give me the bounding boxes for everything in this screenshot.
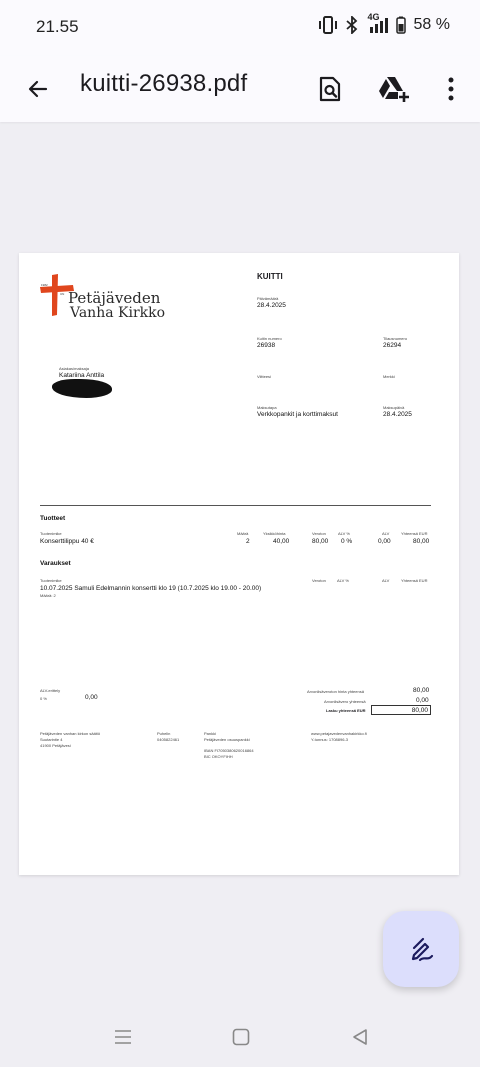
receipt-number-label: Kuitin numero: [257, 336, 282, 341]
pdf-page[interactable]: [19, 253, 459, 875]
total-vat-label: Arvonlisävero yhteensä: [324, 699, 366, 704]
triangle-back-icon: [352, 1028, 368, 1046]
add-to-drive-button[interactable]: [374, 69, 414, 109]
product-qty: 2: [246, 538, 250, 545]
footer-business-id: Y-tunnus: 1708896-3: [311, 737, 348, 742]
status-time: 21.55: [36, 17, 79, 36]
bluetooth-icon: [346, 16, 358, 34]
receipt-number-value: 26938: [257, 342, 276, 349]
footer-postcode: 41900 Petäjävesi: [40, 743, 71, 748]
app-bar: [0, 56, 480, 122]
product-vat: 0,00: [378, 538, 391, 545]
logo-subtext: UN: [60, 292, 65, 296]
home-square-icon: [232, 1028, 250, 1046]
menu-lines-icon: [114, 1029, 132, 1045]
arrow-left-icon: [26, 77, 50, 101]
logo: [40, 273, 180, 323]
products-header-vat: ALV: [382, 531, 390, 536]
total-vat-value: 0,00: [416, 697, 429, 704]
grand-total-label: Lasku yhteensä EUR: [326, 708, 366, 713]
home-button[interactable]: [227, 1025, 255, 1049]
payment-method-value: Verkkopankit ja korttimaksut: [257, 411, 338, 418]
redacted-address: [52, 379, 112, 398]
reservation-line: 10.07.2025 Samuli Edelmannin konsertti klo 19 (10.7.2025 klo 19.00 - 20.00): [40, 585, 262, 592]
grand-total-value: 80,00: [411, 707, 428, 714]
payment-method-label: Maksutapa: [257, 405, 277, 410]
footer-website: www.petajavedenvanhakirkko.fi: [311, 731, 367, 736]
product-vat-pct: 0 %: [341, 538, 353, 545]
reference-label: Viitteesi: [257, 374, 271, 379]
product-total: 80,00: [413, 538, 430, 545]
reservations-header-vat: ALV: [382, 578, 390, 583]
document-title: kuitti-26938.pdf: [80, 70, 248, 97]
footer-bic: BIC OKOYFIHH: [204, 754, 233, 759]
network-type: 4G: [367, 12, 380, 22]
products-title: Tuotteet: [40, 515, 66, 522]
footer-bank-label: Pankki: [204, 731, 217, 736]
vat-spec-amount: 0,00: [85, 694, 98, 701]
products-header-total: Yhteensä EUR: [401, 531, 428, 536]
logo-line1: Petäjäveden: [68, 289, 161, 307]
reservations-header-vat-pct: ALV %: [337, 578, 349, 583]
product-net: 80,00: [312, 538, 329, 545]
divider: [40, 505, 431, 506]
date-label: Päivämäärä: [257, 296, 279, 301]
recent-apps-button[interactable]: [109, 1025, 137, 1049]
logo-year: 1982: [41, 283, 48, 287]
back-button[interactable]: [20, 71, 56, 107]
payment-date-label: Maksupäivä: [383, 405, 405, 410]
footer-phone-label: Puhelin: [157, 731, 171, 736]
order-number-label: Tilausnumero: [383, 336, 408, 341]
product-name: Konserttilippu 40 €: [40, 538, 94, 545]
customer-label: Asiakas/maksaja: [59, 366, 90, 371]
product-unit-price: 40,00: [273, 538, 290, 545]
total-net-value: 80,00: [413, 687, 430, 694]
battery-percent: 58 %: [413, 16, 450, 33]
products-header-unit-price: Yksikköhinta: [263, 531, 286, 536]
more-vert-icon: [448, 77, 454, 101]
footer-address: Suutarintie 4: [40, 737, 63, 742]
more-options-button[interactable]: [431, 69, 471, 109]
order-number-value: 26294: [383, 342, 402, 349]
footer-iban: IBAN FI7050380620016864: [204, 748, 254, 753]
logo-line2: Vanha Kirkko: [70, 305, 166, 321]
total-net-label: Arvonlisäveroton hinta yhteensä: [307, 689, 364, 694]
receipt-type-title: KUITTI: [257, 272, 283, 281]
products-header-net: Veroton: [312, 531, 326, 536]
payment-date-value: 28.4.2025: [383, 411, 412, 418]
reservations-title: Varaukset: [40, 560, 71, 567]
reservations-header-total: Yhteensä EUR: [401, 578, 428, 583]
battery-icon: [396, 16, 406, 34]
nav-back-button[interactable]: [346, 1025, 374, 1049]
footer-bank: Petäjäveden osuuspankki: [204, 737, 250, 742]
search-in-document-button[interactable]: [310, 69, 350, 109]
reservation-quantity: Määrä: 2: [40, 593, 56, 598]
vat-spec-label: ALV-erittely: [40, 688, 61, 693]
vat-spec-rate: 0 %: [40, 696, 47, 701]
draw-icon: [406, 934, 436, 964]
products-header-qty: Määrä: [237, 531, 249, 536]
reservations-header-net: Veroton: [312, 578, 326, 583]
vibrate-icon: [318, 16, 338, 34]
system-navigation-bar: [0, 1007, 480, 1067]
footer-org-name: Petäjäveden vanhan kirkon säätiö: [40, 731, 101, 736]
add-to-drive-icon: [378, 75, 410, 103]
document-search-icon: [318, 76, 342, 102]
grand-total-box: [371, 705, 431, 715]
annotate-button[interactable]: [383, 911, 459, 987]
signal-4g-icon: [366, 12, 388, 34]
footer-phone: 0405822461: [157, 737, 180, 742]
reservations-header-name: Tuotenimike: [40, 578, 62, 583]
mark-label: Merkki: [383, 374, 395, 379]
products-header-vat-pct: ALV %: [338, 531, 350, 536]
products-header-name: Tuotenimike: [40, 531, 62, 536]
date-value: 28.4.2025: [257, 302, 286, 309]
status-bar: [0, 0, 480, 56]
customer-name: Katariina Anttila: [59, 372, 105, 379]
status-icons: [318, 12, 450, 34]
